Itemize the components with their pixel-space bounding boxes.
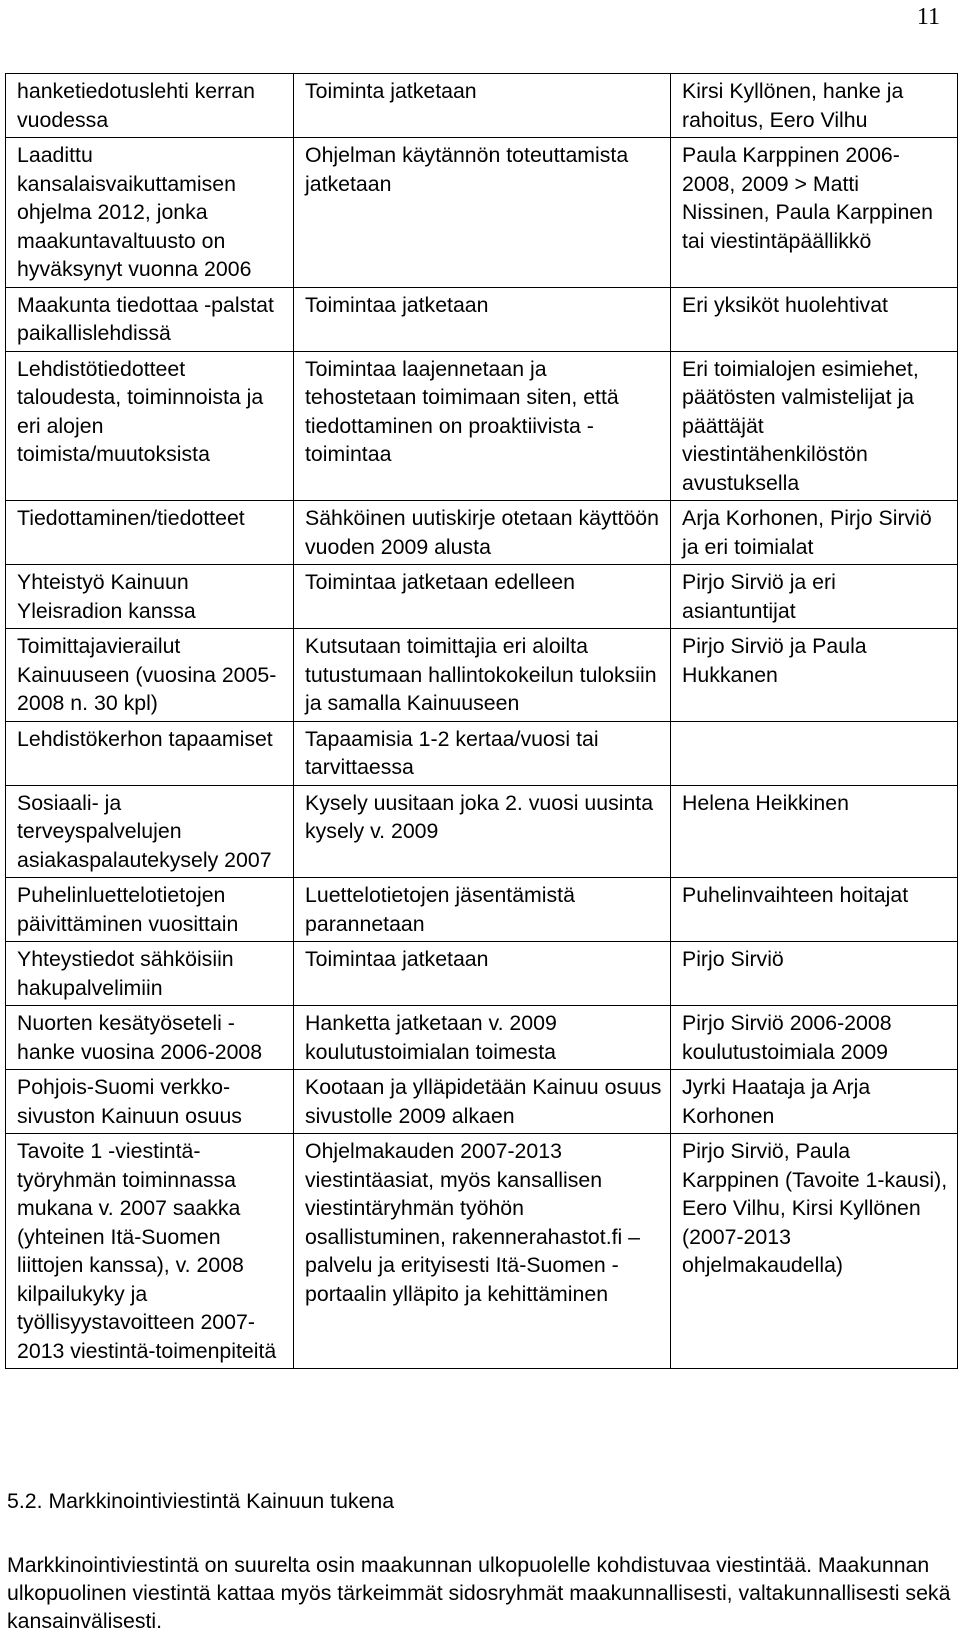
activity-cell: Tiedottaminen/tiedotteet xyxy=(6,501,294,565)
activity-cell: Maakunta tiedottaa -palstat paikallislehdissä xyxy=(6,287,294,351)
responsible-cell: Helena Heikkinen xyxy=(671,785,958,878)
responsible-cell: Kirsi Kyllönen, hanke ja rahoitus, Eero Vilhu xyxy=(671,74,958,138)
table-row xyxy=(6,721,958,785)
activity-cell: Laadittu kansalaisvaikuttamisen ohjelma 2012, jonka maakuntavaltuusto on hyväksynyt vuonna 2006 xyxy=(6,138,294,288)
plan-cell: Toimintaa jatketaan edelleen xyxy=(294,565,671,629)
activity-cell: Pohjois-Suomi verkko-sivuston Kainuun osuus xyxy=(6,1070,294,1134)
table-body xyxy=(6,74,958,1369)
plan-cell: Ohjelman käytännön toteuttamista jatketaan xyxy=(294,138,671,288)
plan-cell: Kootaan ja ylläpidetään Kainuu osuus sivustolle 2009 alkaen xyxy=(294,1070,671,1134)
communication-plan-table xyxy=(5,73,958,1369)
responsible-cell: Eri toimialojen esimiehet, päätösten valmistelijat ja päättäjät viestintähenkilöstön avustuksella xyxy=(671,351,958,501)
table-row xyxy=(6,942,958,1006)
table-row xyxy=(6,1006,958,1070)
activity-cell: Puhelinluettelotietojen päivittäminen vuosittain xyxy=(6,878,294,942)
plan-cell: Kysely uusitaan joka 2. vuosi uusinta kysely v. 2009 xyxy=(294,785,671,878)
plan-cell: Toimintaa laajennetaan ja tehostetaan toimimaan siten, että tiedottaminen on proaktiivista -toimintaa xyxy=(294,351,671,501)
table-row xyxy=(6,351,958,501)
responsible-cell: Puhelinvaihteen hoitajat xyxy=(671,878,958,942)
table-row xyxy=(6,138,958,288)
plan-cell: Toiminta jatketaan xyxy=(294,74,671,138)
plan-cell: Sähköinen uutiskirje otetaan käyttöön vuoden 2009 alusta xyxy=(294,501,671,565)
page-number: 11 xyxy=(916,4,940,30)
plan-cell: Tapaamisia 1-2 kertaa/vuosi tai tarvittaessa xyxy=(294,721,671,785)
activity-cell: Yhteystiedot sähköisiin hakupalvelimiin xyxy=(6,942,294,1006)
responsible-cell: Pirjo Sirviö xyxy=(671,942,958,1006)
table-row xyxy=(6,287,958,351)
responsible-cell: Paula Karppinen 2006-2008, 2009 > Matti Nissinen, Paula Karppinen tai viestintäpäällikkö xyxy=(671,138,958,288)
responsible-cell: Eri yksiköt huolehtivat xyxy=(671,287,958,351)
activity-cell: Tavoite 1 -viestintä-työryhmän toiminnassa mukana v. 2007 saakka (yhteinen Itä-Suomen liittojen kanssa), v. 2008 kilpailukyky ja työllisyystavoitteen 2007-2013 viestintä-toimenpiteitä xyxy=(6,1134,294,1369)
section-heading: 5.2. Markkinointiviestintä Kainuun tukena xyxy=(7,1489,395,1513)
table-row xyxy=(6,785,958,878)
activity-cell: Lehdistötiedotteet taloudesta, toiminnoista ja eri alojen toimista/muutoksista xyxy=(6,351,294,501)
activity-cell: hanketiedotuslehti kerran vuodessa xyxy=(6,74,294,138)
table-row xyxy=(6,1070,958,1134)
activity-cell: Sosiaali- ja terveyspalvelujen asiakaspalautekysely 2007 xyxy=(6,785,294,878)
plan-cell: Ohjelmakauden 2007-2013 viestintäasiat, myös kansallisen viestintäryhmän työhön osallistuminen, rakennerahastot.fi –palvelu ja erityisesti Itä-Suomen -portaalin ylläpito ja kehittäminen xyxy=(294,1134,671,1369)
activity-cell: Yhteistyö Kainuun Yleisradion kanssa xyxy=(6,565,294,629)
plan-cell: Kutsutaan toimittajia eri aloilta tutustumaan hallintokokeilun tuloksiin ja samalla Kainuuseen xyxy=(294,629,671,722)
table-row xyxy=(6,565,958,629)
activity-cell: Lehdistökerhon tapaamiset xyxy=(6,721,294,785)
table-row xyxy=(6,74,958,138)
responsible-cell: Jyrki Haataja ja Arja Korhonen xyxy=(671,1070,958,1134)
responsible-cell: Pirjo Sirviö ja eri asiantuntijat xyxy=(671,565,958,629)
responsible-cell: Pirjo Sirviö 2006-2008 koulutustoimiala 2009 xyxy=(671,1006,958,1070)
table-row xyxy=(6,878,958,942)
table-row xyxy=(6,1134,958,1369)
table-row xyxy=(6,629,958,722)
plan-cell: Toimintaa jatketaan xyxy=(294,287,671,351)
responsible-cell: Pirjo Sirviö, Paula Karppinen (Tavoite 1-kausi), Eero Vilhu, Kirsi Kyllönen (2007-2013 ohjelmakaudella) xyxy=(671,1134,958,1369)
section-paragraph: Markkinointiviestintä on suurelta osin maakunnan ulkopuolelle kohdistuvaa viestintää. Maakunnan ulkopuolinen viestintä kattaa myös tärkeimmät sidosryhmät maakunnallisesti, valtakunnallisesti sekä kansainvälisesti. xyxy=(7,1553,951,1633)
plan-cell: Toimintaa jatketaan xyxy=(294,942,671,1006)
activity-cell: Nuorten kesätyöseteli -hanke vuosina 2006-2008 xyxy=(6,1006,294,1070)
responsible-cell: Arja Korhonen, Pirjo Sirviö ja eri toimialat xyxy=(671,501,958,565)
responsible-cell xyxy=(671,721,958,785)
activity-cell: Toimittajavierailut Kainuuseen (vuosina 2005-2008 n. 30 kpl) xyxy=(6,629,294,722)
responsible-cell: Pirjo Sirviö ja Paula Hukkanen xyxy=(671,629,958,722)
plan-cell: Hanketta jatketaan v. 2009 koulutustoimialan toimesta xyxy=(294,1006,671,1070)
plan-cell: Luettelotietojen jäsentämistä parannetaan xyxy=(294,878,671,942)
table-row xyxy=(6,501,958,565)
